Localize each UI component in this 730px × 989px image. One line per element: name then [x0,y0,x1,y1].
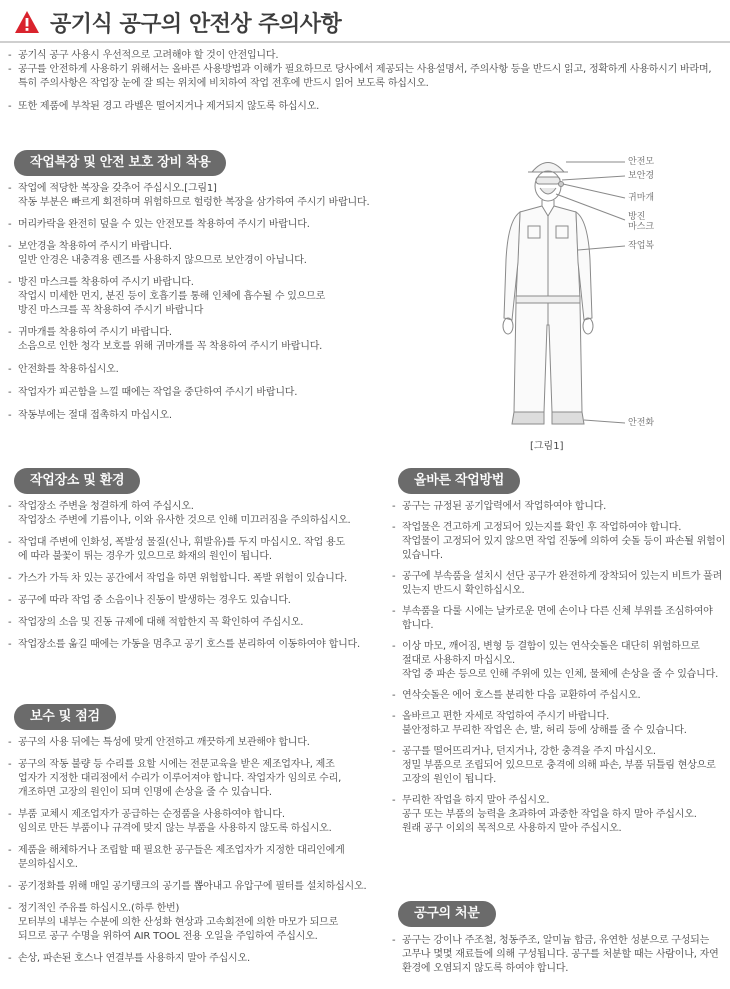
list-item [392,689,727,703]
list-item-line: 작업장소 주변에 기름이나, 이와 유사한 것으로 인해 미끄러짐을 주의하십시오. [18,515,351,526]
list-item-line: 불안정하고 무리한 작업은 손, 발, 허리 등에 상해를 줄 수 있습니다. [402,725,687,736]
list-item-line: 작업 중 파손 등으로 인해 주위에 있는 인체, 물체에 손상을 줄 수 있습니다. [402,669,719,680]
list-item [8,616,368,630]
label-suit: 작업복 [628,241,655,251]
list-item-line: - 손상, 파손된 호스나 연결부를 사용하지 말아 주십시오. [18,953,250,964]
list-item-line: - 작업에 적당한 복장을 갖추어 주십시오.[그림1] [18,183,217,194]
warning-icon [14,10,40,34]
list-item-line: - 부품 교체시 제조업자가 공급하는 순정품을 사용하여야 합니다. [18,809,285,820]
list-item-line: - 공구를 안전하게 사용하기 위해서는 올바른 사용방법과 이해가 필요하므로 당사에서 제공되는 사용설명서, 주의사항 등을 반드시 읽고, 정확하게 사용하시기 바라며, [18,64,712,75]
list-item [392,605,727,633]
label-helmet: 안전모 [628,157,655,167]
list-item [8,326,448,354]
list-item-line: 작업시 미세한 먼지, 분진 등이 호흡기를 통해 인체에 흡수될 수 있으므로 [18,291,326,302]
list-item-line: 작업물이 고정되어 있지 않으면 작업 진동에 의하여 숫돌 등이 파손될 위험이 [402,536,726,547]
disposal-list [392,934,727,976]
list-item [392,710,727,738]
list-item-line: 공구 또는 부품의 능력을 초과하여 과중한 작업을 하지 말아 주십시오. [402,809,697,820]
list-item-line: - 이상 마모, 깨어짐, 변형 등 결함이 있는 연삭숫돌은 대단히 위험하므로 [402,641,700,652]
list-item-line: - 공구를 떨어뜨리거나, 던지거나, 강한 충격을 주지 마십시오. [402,746,656,757]
list-item-line: - 공구는 강이나 주조철, 청동주조, 알미늄 합금, 유연한 성분으로 구성되는 [402,935,710,946]
list-item-line: 정밀 부품으로 조립되어 있으므로 충격에 의해 파손, 부품 뒤틀림 현상으로 [402,760,716,771]
method-list [392,500,727,843]
figure-caption: [그림1] [530,441,564,452]
list-item [8,386,448,400]
list-item-line: - 올바르고 편한 자세로 작업하여 주시기 바랍니다. [402,711,610,722]
list-item-line: - 방진 마스크를 착용하여 주시기 바랍니다. [18,277,194,288]
list-item-line: 절대로 사용하지 마십시오. [402,655,515,666]
list-item-line: - 공구에 따라 작업 중 소음이나 진동이 발생하는 경우도 있습니다. [18,595,291,606]
list-item-line: - 공구에 부속품을 설치시 선단 공구가 완전하게 장착되어 있는지 비트가 풀려 [402,571,723,582]
list-item-line: 방진 마스크를 꼭 착용하여 주시기 바랍니다 [18,305,204,316]
list-item-line: - 작동부에는 절대 접촉하지 마십시오. [18,410,172,421]
list-item-line: - 공구는 규정된 공기압력에서 작업하여야 합니다. [402,501,607,512]
list-item [8,536,368,564]
label-goggles: 보안경 [628,171,655,181]
list-item [8,808,368,836]
worker-illustration [470,150,720,455]
list-item-line: 있는지 반드시 확인하십시오. [402,585,525,596]
list-item [8,218,448,232]
list-item-line: - 정기적인 주유를 하십시오.(하루 한번) [18,903,180,914]
protective-list [8,182,448,432]
label-mask-2: 마스크 [628,222,655,232]
list-item [8,572,368,586]
maintenance-heading: 보수 및 점검 [14,704,116,730]
title-row [14,4,341,40]
list-item-line: 임의로 만든 부품이나 규격에 맞지 않는 부품을 사용하지 않도록 하십시오. [18,823,332,834]
list-item-line: 합니다. [402,620,434,631]
list-item-line: - 무리한 작업을 하지 말아 주십시오. [402,795,550,806]
list-item [392,521,727,563]
list-item [392,745,727,787]
list-item-line: 모터부의 내부는 수분에 의한 산성화 현상과 고속회전에 의한 마모가 되므로 [18,917,339,928]
list-item [8,240,448,268]
list-item-line: 특히 주의사항은 작업장 눈에 잘 띄는 위치에 비치하여 작업 전후에 반드시 읽어 보도록 하십시오. [18,78,429,89]
list-item-line: 환경에 오염되지 않도록 하여야 합니다. [402,963,569,974]
list-item-line: 문의하십시오. [18,859,78,870]
page-title: 공기식 공구의 안전상 주의사항 [50,11,342,37]
list-item-line: - 가스가 가득 차 있는 공간에서 작업을 하면 위험합니다. 폭발 위험이 있습니다. [18,573,348,584]
list-item-line: - 공구의 사용 뒤에는 특성에 맞게 안전하고 깨끗하게 보관해야 합니다. [18,737,310,748]
label-shoes: 안전화 [628,418,655,428]
intro-list [8,49,723,123]
list-item [8,758,368,800]
list-item-line: 작동 부분은 빠르게 회전하며 위험하므로 헐렁한 복장을 삼가하여 주시기 바랍니다. [18,197,370,208]
list-item-line: - 보안경을 착용하여 주시기 바랍니다. [18,241,172,252]
list-item [8,63,723,91]
list-item-line: - 부속품을 다룰 시에는 날카로운 면에 손이나 다른 신체 부위를 조심하여야 [402,606,713,617]
list-item [8,594,368,608]
list-item-line: - 공구의 작동 불량 등 수리를 요할 시에는 전문교육을 받은 제조업자나, 제조 [18,759,335,770]
list-item [8,409,448,423]
list-item-line: 개조하면 고장의 원인이 되며 인명에 손상을 줄 수 있습니다. [18,787,272,798]
label-earplug: 귀마개 [628,193,655,203]
list-item-line: - 연삭숫돌은 에어 호스를 분리한 다음 교환하여 주십시오. [402,690,641,701]
list-item [8,638,368,652]
list-item-line: 원래 공구 이외의 목적으로 사용하지 말아 주십시오. [402,823,622,834]
list-item [8,952,368,966]
list-item-line: - 작업물은 견고하게 고정되어 있는지를 확인 후 작업하여야 합니다. [402,522,682,533]
list-item-line: 되므로 공구 수명을 위하여 AIR TOOL 전용 오일을 주입하여 주십시오. [18,931,318,942]
list-item [8,844,368,872]
list-item [8,363,448,377]
list-item-line: 소음으로 인한 청각 보호를 위해 귀마개를 꼭 착용하여 주시기 바랍니다. [18,341,323,352]
list-item [8,276,448,318]
list-item [392,934,727,976]
list-item-line: 에 따라 불꽃이 튀는 경우가 있으므로 화재의 원인이 됩니다. [18,551,272,562]
workplace-heading: 작업장소 및 환경 [14,468,140,494]
list-item [8,49,723,63]
list-item [8,182,448,210]
list-item-line: - 공기식 공구 사용시 우선적으로 고려해야 할 것이 안전입니다. [18,50,279,61]
list-item-line: - 작업장의 소음 및 진동 규제에 대해 적합한지 꼭 확인하여 주십시오. [18,617,304,628]
list-item [392,640,727,682]
list-item-line: 업자가 지정한 대리점에서 수리가 이루어져야 합니다. 작업자가 임의로 수리, [18,773,342,784]
list-item-line: - 작업대 주변에 인화성, 폭발성 물질(신나, 휘발유)를 두지 마십시오. 작업 용도 [18,537,345,548]
list-item [8,880,368,894]
list-item-line: - 안전화를 착용하십시오. [18,364,119,375]
list-item-line: 일반 안경은 내충격용 렌즈를 사용하지 않으므로 보안경이 아닙니다. [18,255,307,266]
title-divider [0,41,730,43]
label-mask-1: 방진 [628,212,646,222]
disposal-heading: 공구의 처분 [398,901,496,927]
workplace-list [8,500,368,660]
list-item-line: - 제품을 해체하거나 조립할 때 필요한 공구들은 제조업자가 지정한 대리인에게 [18,845,345,856]
list-item-line: - 머리카락을 완전히 덮을 수 있는 안전모를 착용하여 주시기 바랍니다. [18,219,310,230]
list-item-line: - 작업장소 주변을 청결하게 하여 주십시오. [18,501,194,512]
list-item-line: - 작업자가 피곤함을 느낄 때에는 작업을 중단하여 주시기 바랍니다. [18,387,298,398]
maintenance-list [8,736,368,974]
list-item [8,500,368,528]
list-item-line: - 또한 제품에 부착된 경고 라벨은 떨어지거나 제거되지 않도록 하십시오. [18,101,320,112]
list-item-line: 고무나 몇몇 재료들에 의해 구성됩니다. 공구를 처분할 때는 사람이나, 자연 [402,949,719,960]
list-item-line: - 귀마개를 착용하여 주시기 바랍니다. [18,327,172,338]
list-item [8,736,368,750]
list-item [392,500,727,514]
worker-figure [470,150,720,455]
list-item [8,902,368,944]
list-item-line: - 작업장소를 옮길 때에는 가동을 멈추고 공기 호스를 분리하여 이동하여야 합니다. [18,639,360,650]
list-item [392,794,727,836]
list-item-line: 있습니다. [402,550,443,561]
list-item [392,570,727,598]
protective-heading: 작업복장 및 안전 보호 장비 착용 [14,150,226,176]
list-item-line: 고장의 원인이 됩니다. [402,774,497,785]
method-heading: 올바른 작업방법 [398,468,520,494]
list-item [8,100,723,114]
list-item-line: - 공기정화를 위해 매일 공기탱크의 공기를 뽑아내고 유압구에 필터를 설치하십시오. [18,881,367,892]
